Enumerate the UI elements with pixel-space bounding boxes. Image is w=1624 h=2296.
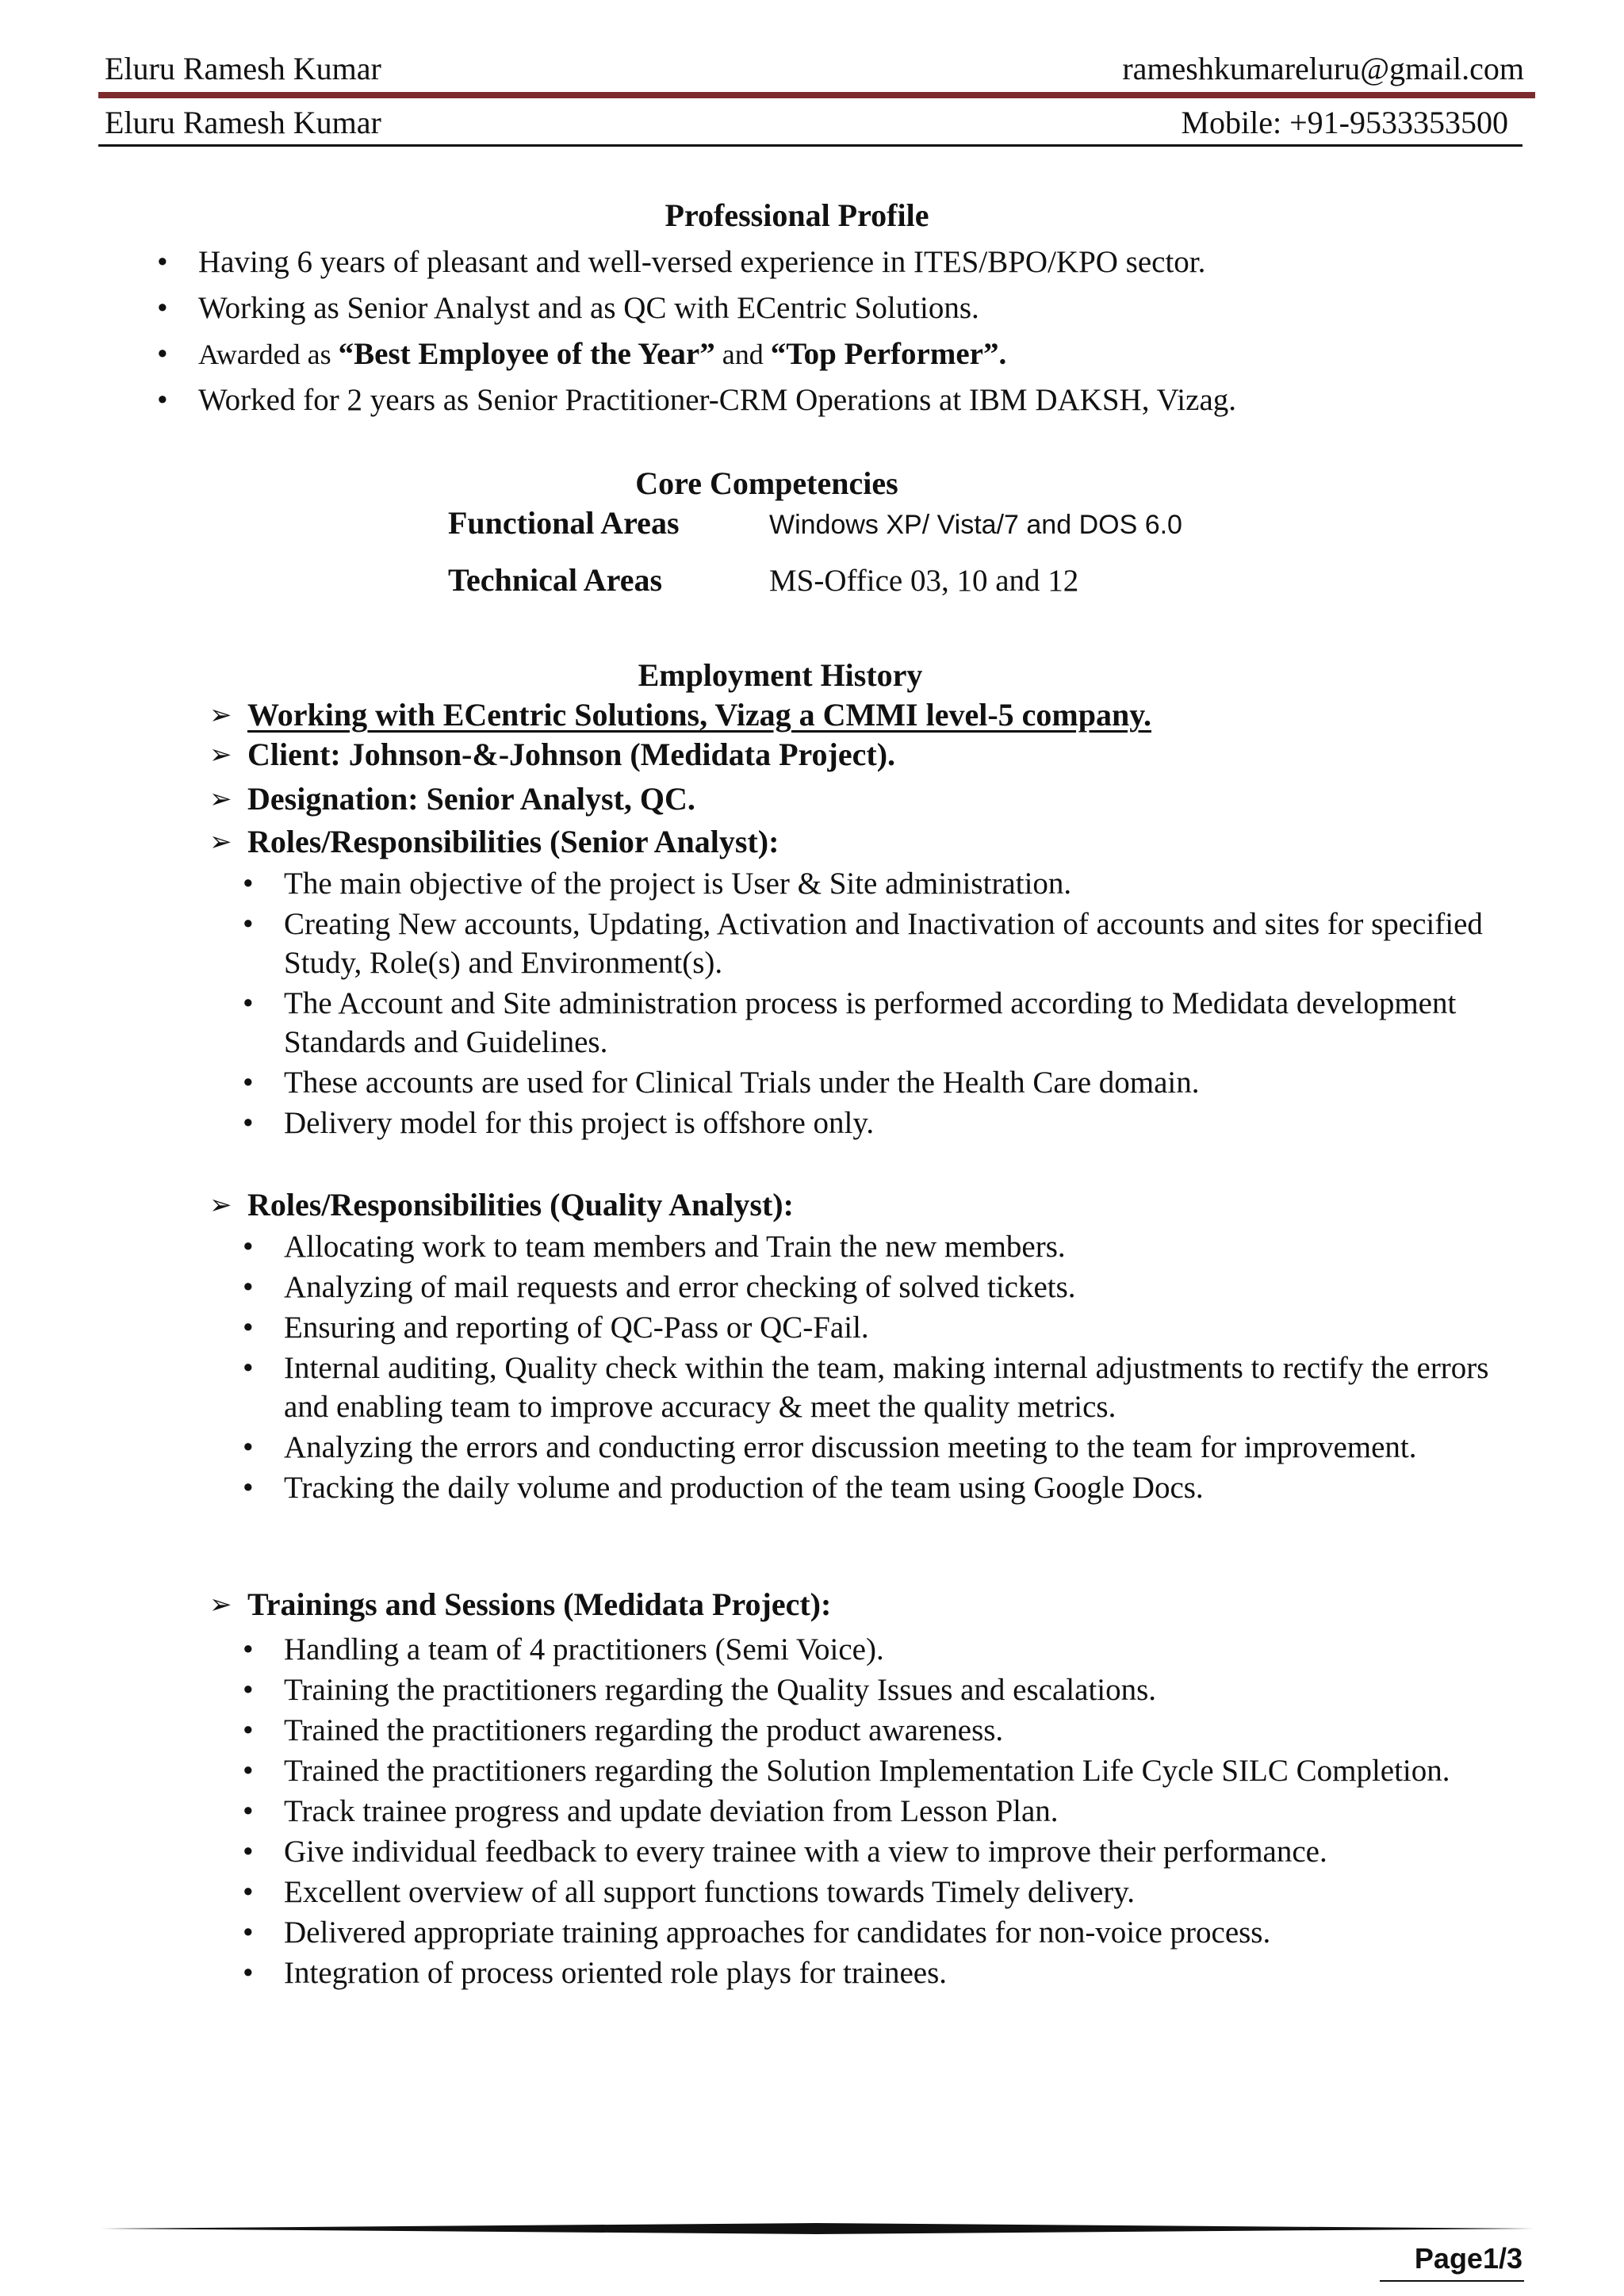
award-title-best-employee: “Best Employee of the Year” [338, 337, 715, 371]
list-item: • Creating New accounts, Updating, Activation and Inactivation of accounts and sites for specified Study, Role(s) and Environment(s). [284, 905, 1537, 982]
list-item: • Track trainee progress and update deviation from Lesson Plan. [284, 1792, 1537, 1831]
arrow-bullet-icon: ➢ [209, 739, 232, 771]
arrow-bullet-icon: ➢ [209, 826, 232, 858]
profile-item: • Worked for 2 years as Senior Practitioner-CRM Operations at IBM DAKSH, Vizag. [198, 377, 1546, 423]
header-divider [98, 144, 1522, 147]
employment-history-heading: Employment History [638, 657, 923, 693]
list-item: • Trained the practitioners regarding the product awareness. [284, 1711, 1537, 1750]
arrow-bullet-icon: ➢ [209, 1589, 232, 1621]
page-header [105, 49, 1524, 89]
list-item: • Tracking the daily volume and production of the team using Google Docs. [284, 1468, 1537, 1507]
trainings-title: Trainings and Sessions (Medidata Project): [247, 1586, 832, 1622]
list-item: • These accounts are used for Clinical Trials under the Health Care domain. [284, 1063, 1537, 1102]
technical-areas-row [448, 561, 1078, 599]
company-item [209, 695, 1151, 736]
header-accent-rule [98, 92, 1535, 98]
functional-areas-label: Functional Areas [448, 505, 680, 541]
page-number: Page1/3 [1414, 2242, 1522, 2275]
header-name: Eluru Ramesh Kumar [105, 51, 381, 86]
profile-item: • Having 6 years of pleasant and well-versed experience in ITES/BPO/KPO sector. [198, 239, 1546, 285]
professional-profile-list [198, 239, 1546, 423]
trainings-list [284, 1630, 1537, 1994]
award-mid: and [714, 339, 771, 370]
footer-divider [98, 2223, 1534, 2234]
roles-quality-analyst-heading [209, 1184, 794, 1226]
arrow-bullet-icon: ➢ [209, 699, 232, 731]
designation-item [209, 779, 695, 820]
list-item: • Analyzing of mail requests and error checking of solved tickets. [284, 1268, 1537, 1307]
name-bar [105, 101, 1508, 144]
roles-quality-analyst-list [284, 1227, 1537, 1509]
client-text: Client: Johnson-&-Johnson (Medidata Project). [247, 737, 896, 772]
roles-senior-analyst-title: Roles/Responsibilities (Senior Analyst): [247, 824, 779, 859]
list-item: • Delivered appropriate training approaches for candidates for non-voice process. [284, 1913, 1537, 1952]
page-number-underline [1380, 2280, 1524, 2282]
list-item: • Analyzing the errors and conducting error discussion meeting to the team for improvement. [284, 1428, 1537, 1467]
mobile-number: Mobile: +91-9533353500 [1181, 105, 1508, 140]
professional-profile-heading: Professional Profile [665, 197, 929, 233]
trainings-heading [209, 1584, 832, 1625]
list-item: • Allocating work to team members and Train the new members. [284, 1227, 1537, 1266]
arrow-bullet-icon: ➢ [209, 1189, 232, 1221]
award-prefix: Awarded as [198, 339, 339, 370]
list-item: • Training the practitioners regarding the Quality Issues and escalations. [284, 1670, 1537, 1709]
client-item [209, 734, 896, 775]
roles-senior-analyst-list [284, 864, 1537, 1144]
designation-text: Designation: Senior Analyst, QC. [247, 781, 695, 817]
award-title-top-performer: “Top Performer”. [770, 337, 1007, 371]
functional-areas-row [448, 504, 1182, 541]
technical-areas-label: Technical Areas [448, 562, 663, 598]
list-item: • Excellent overview of all support functions towards Timely delivery. [284, 1873, 1537, 1911]
candidate-name: Eluru Ramesh Kumar [105, 105, 381, 140]
roles-quality-analyst-title: Roles/Responsibilities (Quality Analyst): [247, 1187, 794, 1223]
list-item: • Trained the practitioners regarding the Solution Implementation Life Cycle SILC Completion. [284, 1751, 1537, 1790]
list-item: • Internal auditing, Quality check within the team, making internal adjustments to rectify the errors and enabling team to improve accuracy & meet the quality metrics. [284, 1349, 1537, 1426]
list-item: • The main objective of the project is User & Site administration. [284, 864, 1537, 903]
core-competencies-heading: Core Competencies [635, 465, 898, 501]
profile-item-award [198, 331, 1546, 377]
list-item: • Delivery model for this project is offshore only. [284, 1104, 1537, 1142]
functional-areas-value: Windows XP/ Vista/7 and DOS 6.0 [769, 510, 1182, 540]
list-item: • Handling a team of 4 practitioners (Semi Voice). [284, 1630, 1537, 1669]
list-item: • Ensuring and reporting of QC-Pass or QC-Fail. [284, 1308, 1537, 1347]
header-email: rameshkumareluru@gmail.com [1122, 51, 1524, 86]
arrow-bullet-icon: ➢ [209, 783, 232, 815]
company-text: Working with ECentric Solutions, Vizag a CMMI level-5 company. [247, 697, 1151, 733]
list-item: • The Account and Site administration process is performed according to Medidata development Standards and Guidelines. [284, 984, 1537, 1062]
roles-senior-analyst-heading [209, 821, 779, 863]
technical-areas-value: MS-Office 03, 10 and 12 [769, 564, 1079, 598]
list-item: • Give individual feedback to every trainee with a view to improve their performance. [284, 1832, 1537, 1871]
list-item: • Integration of process oriented role plays for trainees. [284, 1954, 1537, 1992]
profile-item: • Working as Senior Analyst and as QC with ECentric Solutions. [198, 285, 1546, 331]
